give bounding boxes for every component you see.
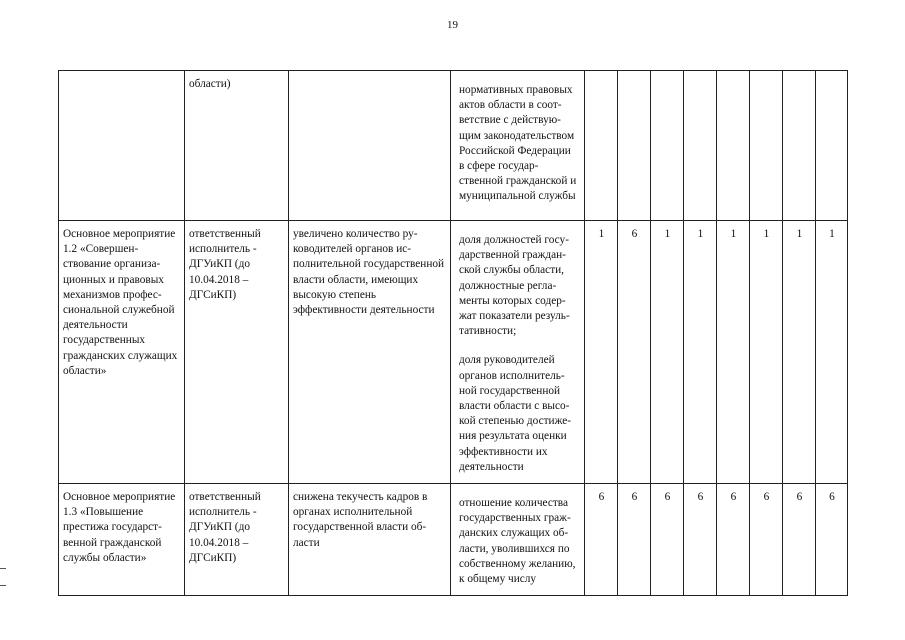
- table-row: [59, 71, 848, 221]
- value-cell: [585, 71, 618, 221]
- result-cell: снижена текучесть кадров в органах исполнительной государственной власти области: [289, 484, 451, 596]
- value-cell: [684, 71, 717, 221]
- value-cell: 1: [585, 221, 618, 484]
- value-cell: 6: [585, 484, 618, 596]
- page-number: 19: [447, 19, 458, 31]
- value-cell: 6: [783, 484, 816, 596]
- value-cell: 1: [783, 221, 816, 484]
- value-cell: 6: [816, 484, 848, 596]
- value-cell: 6: [717, 484, 750, 596]
- indicator-text: доля руководителей органов исполнительной государственной власти области с высокой степенью достижения результата оценки эффективности их деятельности: [459, 354, 572, 473]
- indicator-cell: [451, 71, 585, 221]
- value-cell: [783, 71, 816, 221]
- indicator-cell: [451, 221, 585, 484]
- value-cell: [816, 71, 848, 221]
- value-cell: 1: [750, 221, 783, 484]
- table-row: [59, 484, 848, 596]
- value-cell: 1: [717, 221, 750, 484]
- result-cell: [289, 71, 451, 221]
- value-cell: 1: [651, 221, 684, 484]
- indicator-cell: [451, 484, 585, 596]
- value-cell: 6: [684, 484, 717, 596]
- margin-mark: [0, 568, 6, 586]
- event-cell: [59, 71, 185, 221]
- indicator-text: отношение количества государственных гражданских служащих области, уволившихся по собственному желанию, к общему числу: [459, 497, 576, 586]
- result-cell: увеличено количество руководителей органов исполнительной государственной власти области, имеющих высокую степень эффективности деятельности: [289, 221, 451, 484]
- value-cell: 6: [618, 484, 651, 596]
- value-cell: 1: [816, 221, 848, 484]
- executor-cell: ответственный исполнитель - ДГУиКП (до 10.04.2018 – ДГСиКП): [185, 484, 289, 596]
- indicator-text: нормативных правовых актов области в соответствие с действующим законодательством Российской Федерации в сфере государственной гражданской и муниципальной службы: [459, 84, 577, 203]
- table-row: [59, 221, 848, 484]
- value-cell: 6: [618, 221, 651, 484]
- event-cell: Основное мероприятие 1.2 «Совершенствование организационных и правовых механизмов профессиональной служебной деятельности государственных гражданских служащих области»: [59, 221, 185, 484]
- indicator-text: доля должностей государственной гражданской службы области, должностные регламенты которых содержат показатели результативности;: [459, 234, 570, 338]
- value-cell: [651, 71, 684, 221]
- value-cell: 1: [684, 221, 717, 484]
- executor-cell: области): [185, 71, 289, 221]
- value-cell: 6: [651, 484, 684, 596]
- executor-cell: ответственный исполнитель - ДГУиКП (до 10.04.2018 – ДГСиКП): [185, 221, 289, 484]
- program-events-table: [58, 70, 848, 596]
- value-cell: [750, 71, 783, 221]
- value-cell: [618, 71, 651, 221]
- event-cell: Основное мероприятие 1.3 «Повышение престижа государственной гражданской службы области»: [59, 484, 185, 596]
- value-cell: [717, 71, 750, 221]
- value-cell: 6: [750, 484, 783, 596]
